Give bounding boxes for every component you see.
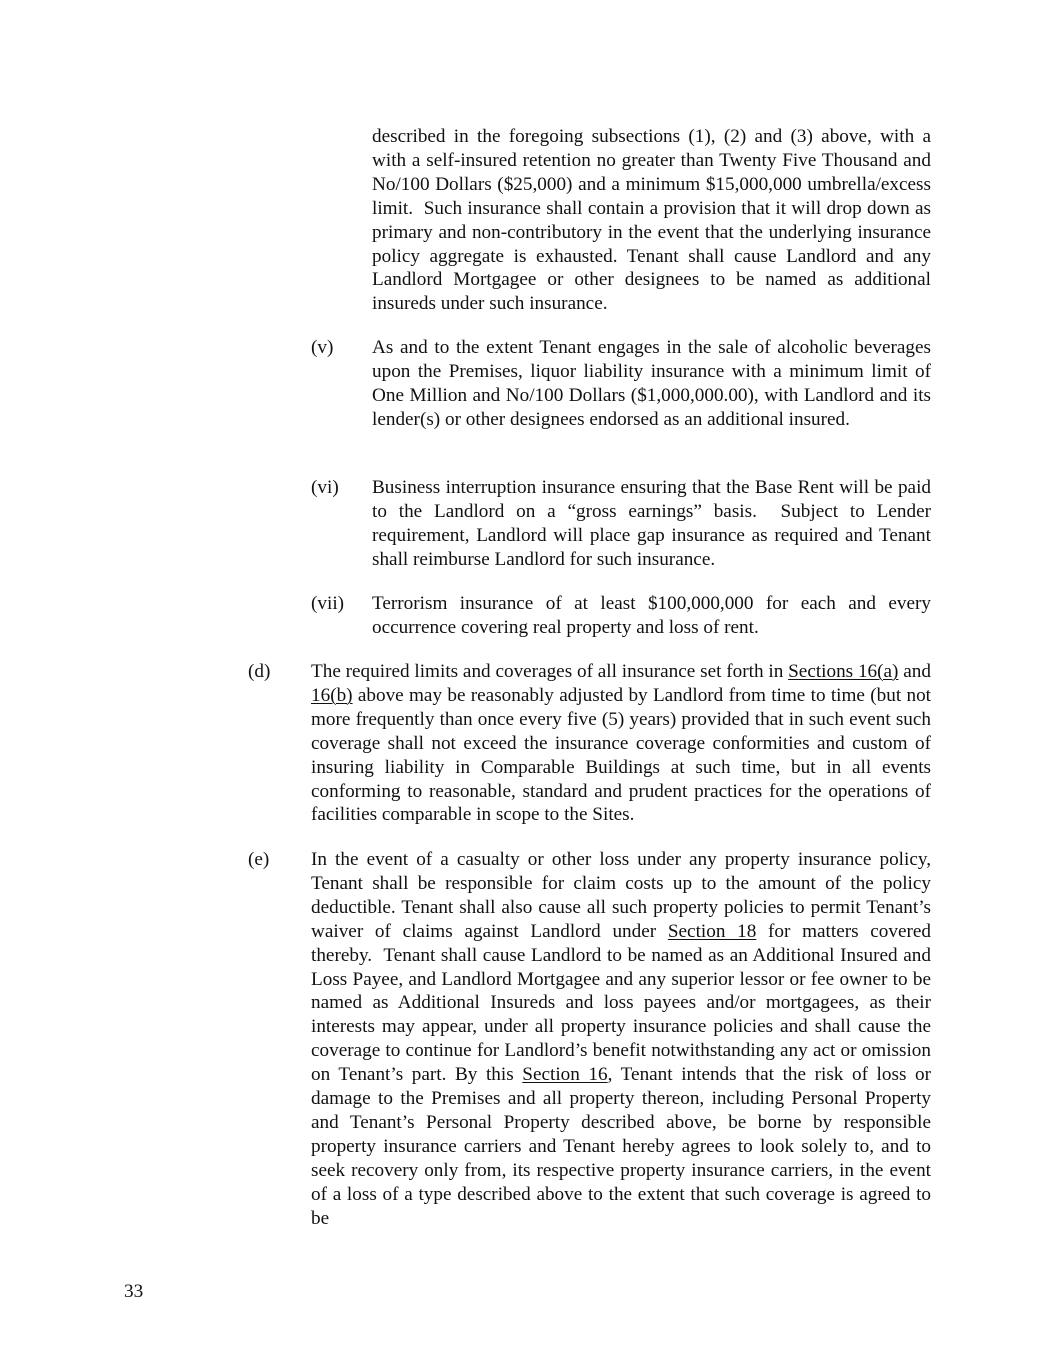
- subitem-vii: [311, 592, 931, 640]
- section-text: [311, 848, 931, 1231]
- section-e: [248, 848, 931, 1231]
- section-e-text-3: , Tenant intends that the risk of loss or damage to the Premises and all property thereon, including Personal Property and Tenant’s Personal Property described above, be borne by responsible property insurance carriers and Tenant hereby agrees to look solely to, and to seek recovery only from, its respective property insurance carriers, in the event of a loss of a type described above to the extent that such coverage is agreed to be: [311, 1064, 931, 1229]
- subitem-label: (v): [311, 337, 334, 358]
- section-16a-reference-link[interactable]: Sections 16(a): [788, 661, 899, 682]
- section-d-text-2: and: [898, 661, 931, 682]
- subitem-text: Terrorism insurance of at least $100,000,000 for each and every occurrence covering real property and loss of rent.: [372, 593, 931, 638]
- continuation-text: described in the foregoing subsections (1), (2) and (3) above, with a with a self-insured retention no greater than Twenty Five Thousand and No/100 Dollars ($25,000) and a minimum $15,000,000 umbrella/excess limit. Such insurance shall contain a provision that it will drop down as primary and non-contributory in the event that the underlying insurance policy aggregate is exhausted. Tenant shall cause Landlord and any Landlord Mortgagee or other designees to be named as additional insureds under such insurance.: [372, 126, 931, 315]
- section-e-text-2: for matters covered thereby. Tenant shall cause Landlord to be named as an Additional Insured and Loss Payee, and Landlord Mortgagee and any superior lessor or fee owner to be named as Additional Insureds and loss payees and/or mortgagees, as their interests may appear, under all property insurance policies and shall cause the coverage to continue for Landlord’s benefit notwithstanding any act or omission on Tenant’s part. By this: [311, 920, 931, 1086]
- subitem-label: (vii): [311, 593, 345, 614]
- subitem-text: As and to the extent Tenant engages in the sale of alcoholic beverages upon the Premises, liquor liability insurance with a minimum limit of One Million and No/100 Dollars ($1,000,000.00), with Landlord and its lender(s) or other designees endorsed as an additional insured.: [372, 337, 931, 430]
- section-d: [248, 660, 931, 827]
- section-label: (e): [248, 849, 270, 870]
- subitem-v: [311, 336, 931, 432]
- section-d-text-3: above may be reasonably adjusted by Landlord from time to time (but not more frequently than once every five (5) years) provided that in such event such coverage shall not exceed the insurance coverage conformities and custom of insuring liability in Comparable Buildings at such time, but in all events conforming to reasonable, standard and prudent practices for the operations of facilities comparable in scope to the Sites.: [311, 684, 931, 826]
- section-16b-reference-link[interactable]: 16(b): [311, 684, 353, 706]
- section-text: [311, 660, 931, 827]
- section-label: (d): [248, 661, 271, 682]
- section-18-reference-link[interactable]: Section 18: [667, 920, 757, 942]
- section-16-reference-link[interactable]: Section 16: [522, 1064, 608, 1086]
- section-e-text-1: In the event of a casualty or other loss under any property insurance policy, Tenant shall be responsible for claim costs up to the amount of the policy deductible. Tenant shall also cause all such property policies to permit Tenant’s waiver of claims against Landlord under: [311, 849, 931, 942]
- section-d-text-1: The required limits and coverages of all insurance set forth in: [311, 661, 789, 682]
- page-number: 33: [124, 1281, 144, 1302]
- subitem-text: Business interruption insurance ensuring that the Base Rent will be paid to the Landlord on a “gross earnings” basis. Subject to Lender requirement, Landlord will place gap insurance as required and Tenant shall reimburse Landlord for such insurance.: [372, 477, 931, 570]
- continuation-paragraph: [372, 125, 931, 316]
- subitem-label: (vi): [311, 477, 339, 498]
- subitem-vi: [311, 476, 931, 572]
